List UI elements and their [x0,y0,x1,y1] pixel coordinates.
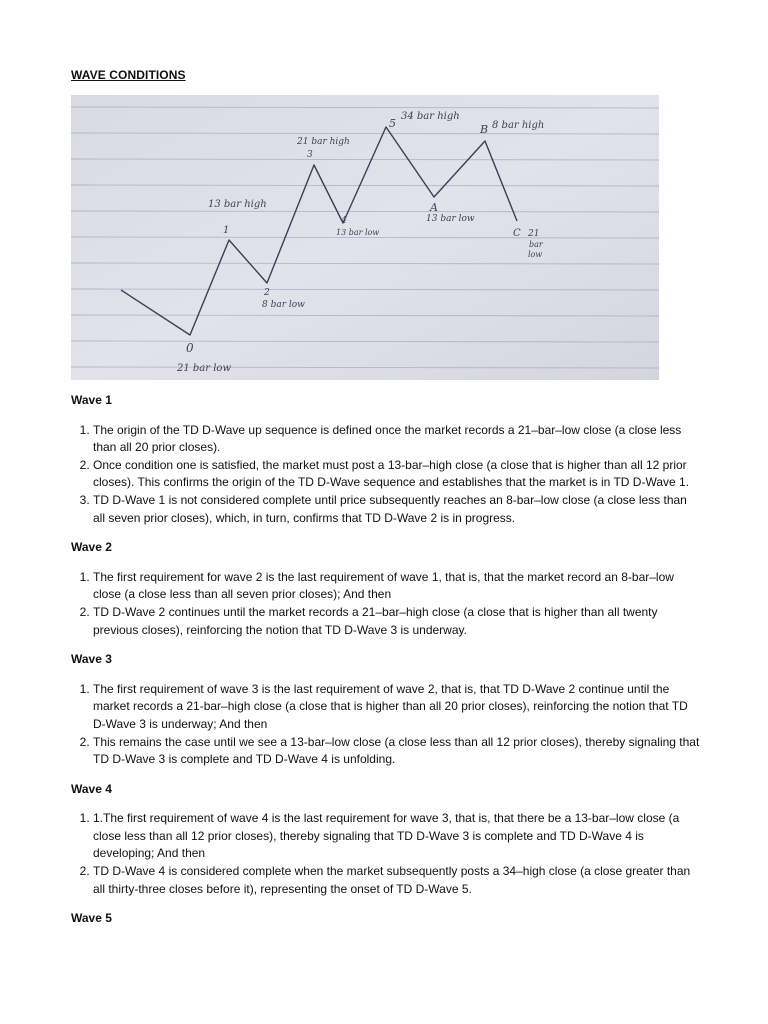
list-item: 1. The origin of the TD D-Wave up sequence is defined once the market records a 21–bar–low close (a close less than all 20 prior closes). [93,422,701,457]
wave-note-c-3: low [528,250,543,259]
list-item: 2. TD D-Wave 2 continues until the market records a 21–bar–high close (a close that is higher than all twenty previous closes), reinforcing the notion that TD D-Wave 3 is underway. [93,604,701,639]
wave-note-0: 21 bar low [177,363,232,374]
condition-list [71,422,701,528]
list-item: 2. This remains the case until we see a 13-bar–low close (a close less than all 12 prior closes), thereby signaling that TD D-Wave 3 is complete and TD D-Wave 4 is unfolding. [93,734,701,769]
wave-note-a: 13 bar low [426,214,475,224]
section-heading: Wave 4 [71,781,112,796]
wave-point-5: 5 [389,117,396,130]
list-item: 1. 1.The first requirement of wave 4 is the last requirement for wave 3, that is, that there be a 13-bar–low close (a close less than all 12 prior closes), thereby signaling that TD D-Wave 3 is complete and TD D-Wave 4 is developing; And then [93,810,701,863]
list-item: 2. Once condition one is satisfied, the market must post a 13-bar–high close (a close that is higher than all 12 prior closes). This confirms the origin of the TD D-Wave sequence and establishes that the market is in TD D-Wave 1. [93,457,701,492]
list-item: 1. The first requirement for wave 2 is the last requirement of wave 1, that is, that the market record an 8-bar–low close (a close less than all seven prior closes); And then [93,569,701,604]
section-heading: Wave 5 [71,911,112,926]
wave-point-4: 4 [341,216,347,226]
document-title: WAVE CONDITIONS [71,68,186,82]
wave-point-2: 2 [264,288,270,298]
wave-point-1: 1 [223,225,230,236]
wave-note-1: 13 bar high [208,199,267,210]
condition-list [71,810,701,898]
section-wave-2 [71,539,701,639]
section-wave-3 [71,651,701,769]
wave-point-0: 0 [186,341,194,355]
list-item: 3. TD D-Wave 1 is not considered complete until price subsequently reaches an 8-bar–low close (a close less than all seven prior closes), which, in turn, confirms that TD D-Wave 2 is in progress. [93,492,701,527]
wave-note-4: 13 bar low [336,228,380,237]
wave-note-2: 8 bar low [262,300,305,310]
wave-conditions-content [71,392,701,940]
condition-list [71,681,701,769]
section-wave-1 [71,392,701,527]
wave-point-a: A [430,201,438,214]
wave-point-b: B [480,123,489,136]
list-item: 1. The first requirement of wave 3 is the last requirement of wave 2, that is, that TD D-Wave 2 continue until the market records a 21-bar–high close (a close that is higher than all 20 prior closes), reinforcing the notion that TD D-Wave 3 is underway; And then [93,681,701,734]
wave-note-5: 34 bar high [401,111,460,122]
condition-list [71,569,701,639]
section-heading: Wave 2 [71,540,112,555]
section-heading: Wave 1 [71,393,112,407]
wave-sketch-photo [71,95,659,380]
section-heading: Wave 3 [71,652,112,667]
list-item: 2. TD D-Wave 4 is considered complete when the market subsequently posts a 34–high close (a close greater than all thirty-three closes before it), representing the onset of TD D-Wave 5. [93,863,701,898]
wave-point-3: 3 [307,150,313,160]
wave-point-c: C [513,228,521,239]
wave-note-c-2: bar [529,240,543,249]
wave-note-3: 21 bar high [297,137,350,147]
section-wave-4 [71,781,701,899]
wave-note-c-1: 21 [528,229,540,239]
wave-note-b: 8 bar high [492,120,545,131]
section-wave-5 [71,910,701,928]
